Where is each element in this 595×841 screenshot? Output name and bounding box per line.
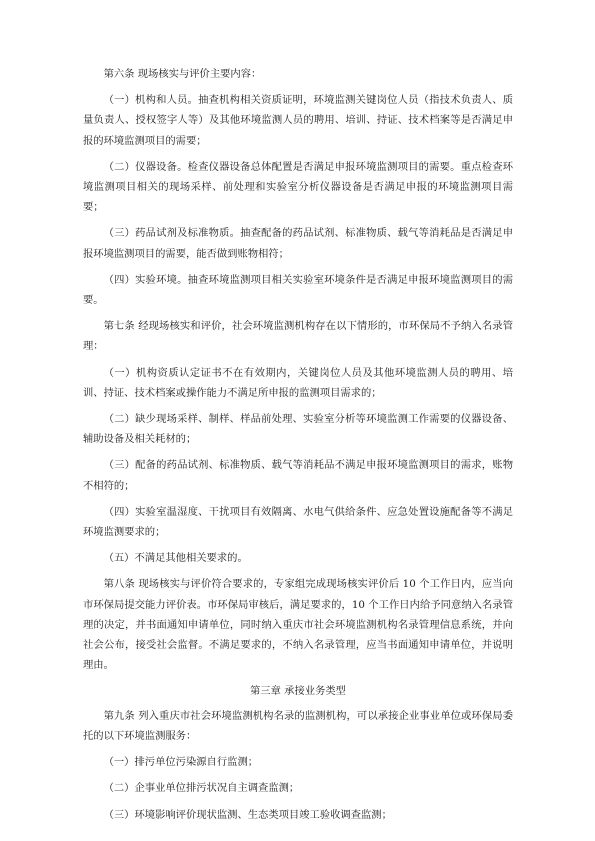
article-6-item-1: （一）机构和人员。抽查机构相关资质证明，环境监测关键岗位人员（指技术负责人、质量负责人、授权签字人等）及其他环境监测人员的聘用、培训、持证、技术档案等是否满足申报的环境监测项目的需要； — [83, 94, 513, 147]
article-8: 第八条 现场核实与评价符合要求的，专家组完成现场核实评价后 10 个工作日内，应当向市环保局提交能力评价表。市环保局审核后，满足要求的，10 个工作日内给予同意纳入名录管理的决定，并书面通知申请单位，同时纳入重庆市社会环境监测机构名录管理信息系统，并向社会公布，接受社会监督。不满足要求的，不纳入名录管理，应当书面通知申请单位，并说明理由。 — [83, 578, 513, 672]
article-9-item-3: （三）环境影响评价现状监测、生态类项目竣工验收调查监测； — [103, 808, 392, 821]
article-9-item-2: （二）企事业单位排污状况自主调查监测； — [103, 782, 300, 795]
article-7-item-4: （四）实验室温湿度、干扰项目有效隔离、水电气供给条件、应急处置设施配备等不满足环境监测要求的； — [83, 505, 513, 539]
document-body — [83, 64, 513, 831]
article-9-item-1: （一）排污单位污染源自行监测； — [103, 756, 259, 769]
article-9-heading: 第九条 列入重庆市社会环境监测机构名录的监测机构，可以承接企业事业单位或环保局委托的以下环境监测服务： — [83, 709, 513, 742]
article-7-item-1: （一）机构资质认定证书不在有效期内，关键岗位人员及其他环境监测人员的聘用、培训、持证、技术档案或操作能力不满足所申报的监测项目需求的； — [83, 366, 513, 399]
article-7-heading: 第七条 经现场核实和评价，社会环境监测机构存在以下情形的，市环保局不予纳入名录管理： — [83, 320, 513, 353]
article-7-item-3: （三）配备的药品试剂、标准物质、载气等消耗品不满足申报环境监测项目的需求，账物不相符的； — [83, 459, 513, 492]
article-6-item-4: （四）实验环境。抽查环境监测项目相关实验室环境条件是否满足申报环境监测项目的需要。 — [83, 273, 513, 307]
article-7-item-5: （五）不满足其他相关要求的。 — [103, 552, 248, 565]
article-7-item-2: （二）缺少现场采样、制样、样品前处理、实验室分析等环境监测工作需要的仪器设备、辅助设备及相关耗材的； — [83, 413, 513, 446]
article-6-item-2: （二）仪器设备。检查仪器设备总体配置是否满足申报环境监测项目的需要。重点检查环境监测项目相关的现场采样、前处理和实验室分析仪器设备是否满足申报的环境监测项目需要； — [83, 160, 513, 214]
article-6-heading: 第六条 现场核实与评价主要内容： — [103, 68, 262, 80]
article-6-item-3: （三）药品试剂及标准物质。抽查配备的药品试剂、标准物质、载气等消耗品是否满足申报环境监测项目的需要，能否做到账物相符； — [83, 227, 513, 260]
chapter-3-title: 第三章 承接业务类型 — [250, 685, 346, 698]
